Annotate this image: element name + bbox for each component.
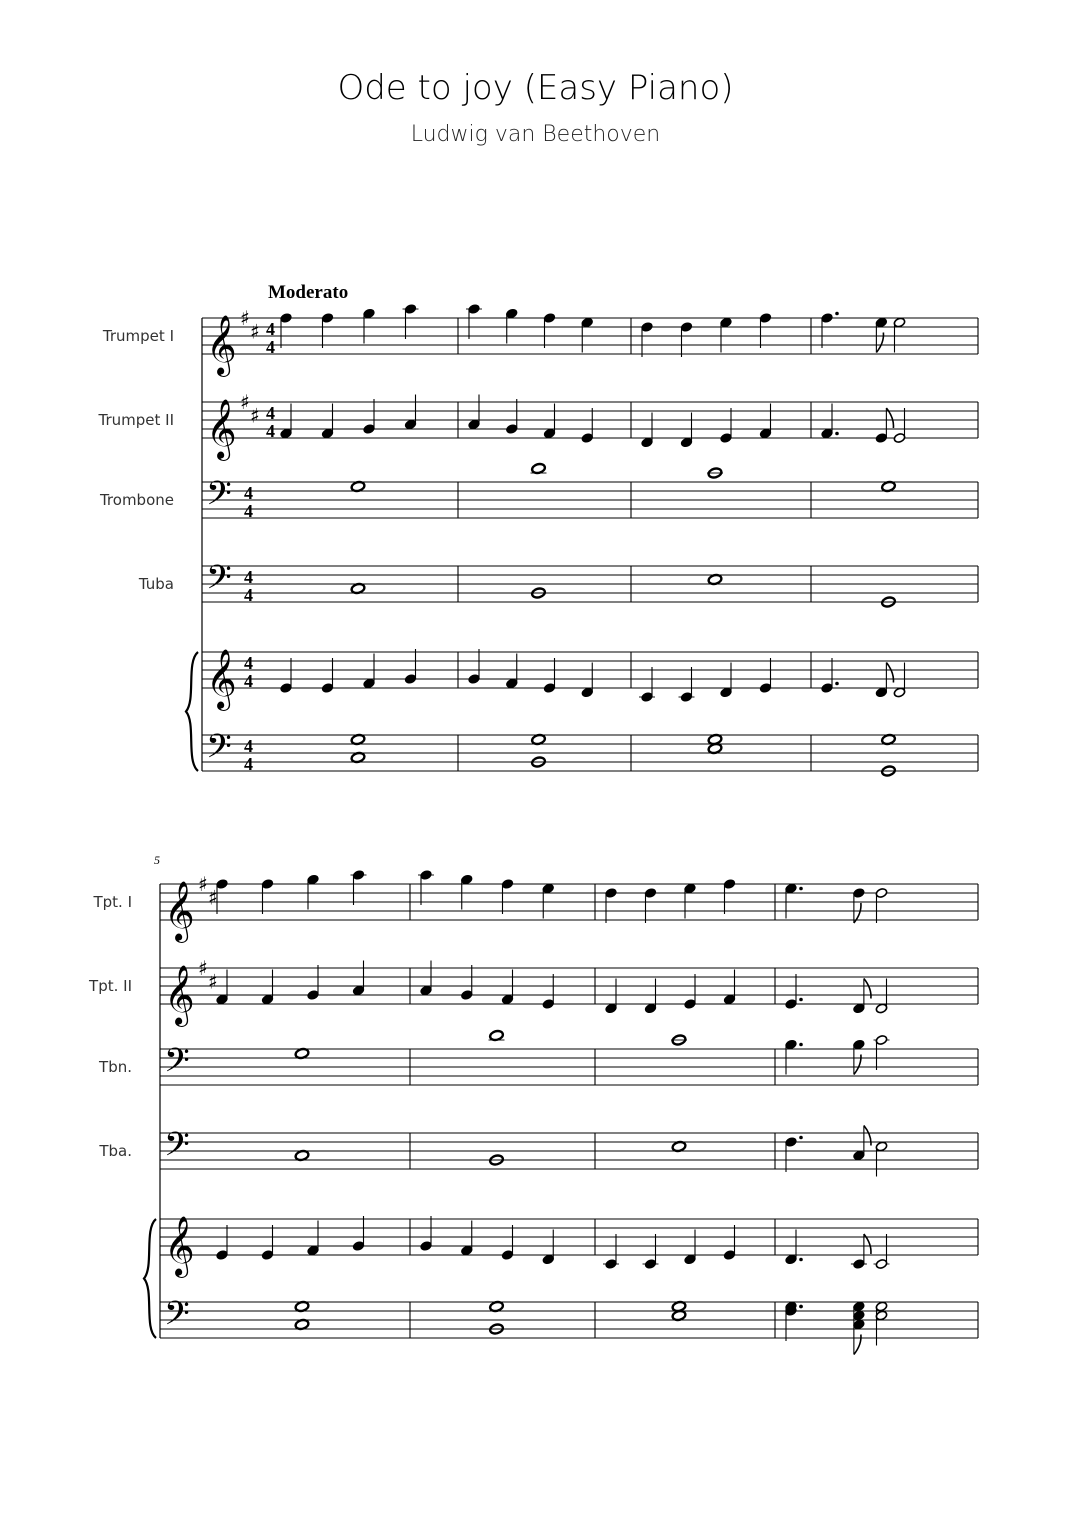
note [875, 887, 888, 923]
note-head [821, 428, 834, 439]
bass-clef-icon: 𝄢 [164, 1126, 190, 1172]
note [505, 654, 518, 690]
note-head [280, 312, 293, 323]
sharp-icon: ♯ [198, 956, 208, 980]
note-head [853, 1319, 866, 1330]
note-head [542, 1254, 555, 1265]
note [501, 1225, 514, 1261]
note-flag [886, 663, 893, 683]
note-head [759, 428, 772, 439]
note [505, 399, 518, 435]
note [875, 317, 888, 353]
note-flag [876, 333, 883, 353]
note-head [543, 312, 556, 323]
note-head [785, 1136, 798, 1147]
note [216, 1225, 229, 1261]
note [853, 979, 871, 1015]
note-head [501, 994, 514, 1005]
note-head [261, 878, 274, 889]
note-head [853, 1150, 866, 1161]
note-head [321, 682, 334, 693]
note [723, 970, 736, 1006]
note [875, 1141, 888, 1177]
note [893, 408, 906, 444]
note [684, 883, 697, 919]
note [531, 734, 546, 768]
time-signature-top: 4 [244, 567, 253, 587]
note-flag [864, 1126, 871, 1146]
sharp-icon: ♯ [240, 306, 250, 330]
note-head [644, 887, 657, 898]
note-head [605, 887, 618, 898]
dot [799, 887, 803, 891]
note-head [875, 317, 888, 328]
note-head [460, 1245, 473, 1256]
note-head [216, 1249, 229, 1260]
note [893, 663, 906, 699]
treble-clef-icon: 𝄞 [206, 649, 237, 709]
note [603, 1234, 619, 1270]
note [684, 974, 697, 1010]
note-head [468, 303, 481, 314]
note [420, 1216, 433, 1252]
note [581, 408, 594, 444]
note-head [720, 317, 733, 328]
note-head [501, 878, 514, 889]
note-head [785, 1039, 798, 1050]
note [295, 1301, 310, 1331]
staff-trumpet-ii [98, 390, 979, 461]
staff-piano-upper [202, 649, 978, 711]
note [363, 399, 376, 435]
note [363, 308, 376, 344]
note-head [261, 1249, 274, 1260]
note [605, 887, 618, 923]
note-head [404, 419, 417, 430]
time-signature-top: 4 [244, 653, 253, 673]
note [420, 961, 433, 997]
note [759, 404, 772, 440]
note-head [505, 678, 518, 689]
note [644, 887, 657, 923]
note [875, 979, 888, 1015]
note-head [723, 1249, 736, 1260]
time-signature-top: 4 [244, 483, 253, 503]
bass-clef-icon: 𝄢 [206, 559, 232, 605]
note-head [875, 887, 888, 898]
note-head [505, 423, 518, 434]
dot [835, 312, 839, 316]
note-head [893, 432, 906, 443]
note-head [261, 994, 274, 1005]
note-head [875, 1258, 888, 1269]
instrument-label: Tuba [138, 575, 174, 593]
instrument-label: Trumpet I [102, 327, 174, 345]
note-head [785, 1254, 798, 1265]
staff-piano-upper [160, 1216, 978, 1278]
note [680, 321, 693, 357]
note [460, 965, 473, 1001]
note-head [641, 321, 654, 332]
note [821, 312, 839, 348]
note-head [363, 308, 376, 319]
note-head [404, 673, 417, 684]
note-head [605, 1258, 618, 1269]
note-flag [854, 1335, 861, 1355]
treble-clef-icon: 𝄞 [206, 399, 237, 459]
note-head [321, 312, 334, 323]
note-head [785, 998, 798, 1009]
treble-clef-icon: 𝄞 [164, 965, 195, 1025]
sharp-icon: ♯ [250, 403, 260, 428]
sharp-icon: ♯ [250, 319, 260, 344]
note-head [420, 985, 433, 996]
note-head [853, 1301, 866, 1312]
note [874, 1234, 890, 1270]
note-head [853, 1258, 866, 1269]
dot [799, 1258, 803, 1262]
note-head [680, 437, 693, 448]
dot [835, 432, 839, 436]
note-head [644, 1258, 657, 1269]
note-head [543, 682, 556, 693]
instrument-label: Tpt. I [93, 893, 132, 911]
note [672, 1301, 687, 1322]
note-head [460, 989, 473, 1000]
note-head [684, 1254, 697, 1265]
note-head [875, 1301, 888, 1312]
instrument-label: Trumpet II [98, 411, 174, 429]
note-head [321, 428, 334, 439]
note [531, 463, 547, 475]
measure-number: 5 [154, 853, 160, 867]
bass-clef-icon: 𝄢 [164, 1042, 190, 1088]
note [543, 658, 556, 694]
note [280, 312, 293, 348]
note-head [420, 1240, 433, 1251]
note [893, 317, 906, 353]
time-signature-top: 4 [266, 319, 275, 339]
note [460, 874, 473, 910]
composer-name: Ludwig van Beethoven [410, 122, 661, 147]
note [460, 1221, 473, 1257]
note [307, 965, 320, 1001]
time-signature-bottom: 4 [244, 754, 253, 774]
note-head [581, 317, 594, 328]
staff-trumpet-ii [88, 956, 978, 1027]
note [542, 974, 555, 1010]
note-head [875, 1141, 888, 1152]
note [307, 874, 320, 910]
note-head [460, 874, 473, 885]
system-1 [98, 282, 979, 777]
note [581, 663, 594, 699]
note [280, 404, 293, 440]
note-head [505, 308, 518, 319]
note [543, 404, 556, 440]
note-head [404, 303, 417, 314]
note [605, 979, 618, 1015]
note-head [543, 428, 556, 439]
treble-clef-icon: 𝄞 [164, 1216, 195, 1276]
note-head [821, 682, 834, 693]
dot [799, 1136, 803, 1140]
note [261, 1225, 274, 1261]
note [723, 1225, 736, 1261]
note [505, 308, 518, 344]
note [644, 979, 657, 1015]
note [404, 649, 417, 685]
note [261, 878, 274, 914]
note [466, 303, 482, 339]
note-head [875, 1003, 888, 1014]
instrument-label: Trombone [99, 491, 174, 509]
note [542, 883, 555, 919]
note [543, 312, 556, 348]
sharp-icon: ♯ [208, 885, 218, 910]
note-head [853, 887, 866, 898]
instrument-label: Tpt. II [89, 977, 132, 995]
note [542, 1230, 555, 1266]
note [853, 1039, 866, 1075]
note [785, 1039, 803, 1075]
note [720, 408, 733, 444]
treble-clef-icon: 𝄞 [206, 315, 237, 375]
note-head [853, 1310, 866, 1321]
time-signature-bottom: 4 [266, 337, 275, 357]
note-head [468, 419, 481, 430]
note-head [352, 1240, 365, 1251]
note [280, 658, 293, 694]
time-signature-bottom: 4 [244, 501, 253, 521]
bass-clef-icon: 𝄢 [164, 1295, 190, 1341]
time-signature-bottom: 4 [244, 585, 253, 605]
note-head [501, 1249, 514, 1260]
instrument-label: Tbn. [99, 1058, 132, 1076]
note-head [853, 1039, 866, 1050]
note [489, 1030, 505, 1042]
note [821, 404, 839, 440]
note [468, 395, 481, 431]
note [307, 1221, 320, 1257]
sharp-icon: ♯ [240, 390, 250, 414]
time-signature-bottom: 4 [266, 421, 275, 441]
note [321, 404, 334, 440]
note-head [352, 985, 365, 996]
note [261, 970, 274, 1006]
note-head [641, 437, 654, 448]
time-signature-top: 4 [266, 403, 275, 423]
note-head [875, 1310, 888, 1321]
note [501, 970, 514, 1006]
note [641, 321, 654, 357]
note-head [821, 312, 834, 323]
staff-tuba [98, 1126, 978, 1177]
system-2 [88, 853, 978, 1355]
note-head [307, 1245, 320, 1256]
note [785, 883, 803, 919]
note [720, 317, 733, 353]
note-head [684, 998, 697, 1009]
dot [799, 1305, 803, 1309]
note [759, 312, 772, 348]
note-head [723, 994, 736, 1005]
note [639, 667, 655, 703]
dot [835, 682, 839, 686]
note [853, 887, 866, 923]
dot [799, 998, 803, 1002]
note-head [641, 691, 654, 702]
note [785, 1230, 803, 1266]
note [321, 312, 334, 348]
note [684, 1230, 697, 1266]
note-head [680, 321, 693, 332]
note [853, 1126, 871, 1162]
note-head [853, 1003, 866, 1014]
note [720, 663, 733, 699]
note-head [542, 998, 555, 1009]
note [881, 734, 896, 777]
note [581, 317, 594, 353]
note [875, 1301, 888, 1346]
note-head [542, 883, 555, 894]
time-signature-bottom: 4 [244, 671, 253, 691]
note-head [644, 1003, 657, 1014]
note-head [759, 682, 772, 693]
note-head [759, 312, 772, 323]
note-head [280, 682, 293, 693]
note [363, 654, 376, 690]
note [404, 395, 417, 431]
dot [799, 1043, 803, 1047]
note [501, 878, 514, 914]
staff-piano-lower [202, 728, 978, 777]
note [418, 869, 434, 905]
note [759, 658, 772, 694]
time-signature-top: 4 [244, 736, 253, 756]
note-head [720, 687, 733, 698]
note-head [875, 1034, 888, 1045]
sharp-icon: ♯ [208, 969, 218, 994]
note [708, 734, 723, 755]
note [679, 667, 695, 703]
instrument-label: Tba. [99, 1142, 132, 1160]
bass-clef-icon: 𝄢 [206, 475, 232, 521]
note-head [893, 317, 906, 328]
note [403, 303, 419, 339]
staff-trumpet-i [92, 869, 978, 943]
note [352, 1216, 365, 1252]
note-head [420, 869, 433, 880]
note-head [680, 691, 693, 702]
note [853, 1301, 866, 1355]
staff-trombone [98, 1030, 978, 1088]
note-head [875, 432, 888, 443]
note-head [893, 687, 906, 698]
note-head [280, 428, 293, 439]
note-head [363, 423, 376, 434]
tempo-marking: Moderato [268, 282, 349, 303]
note-head [720, 432, 733, 443]
note [321, 658, 334, 694]
note [707, 467, 723, 479]
note-head [352, 869, 365, 880]
note-head [875, 687, 888, 698]
note [851, 1234, 871, 1270]
note [641, 413, 654, 449]
note-head [363, 678, 376, 689]
note-head [581, 687, 594, 698]
note-head [307, 989, 320, 1000]
piano-brace [144, 1219, 156, 1338]
note-flag [854, 1055, 861, 1075]
note [468, 649, 481, 685]
note [874, 1034, 890, 1070]
note [352, 961, 365, 997]
note-flag [864, 979, 871, 999]
note [351, 869, 367, 905]
bass-clef-icon: 𝄢 [206, 728, 232, 774]
note [785, 1136, 803, 1172]
note-head [723, 878, 736, 889]
note-head [684, 883, 697, 894]
staff-tuba [138, 559, 978, 608]
note [680, 413, 693, 449]
piano-brace [186, 652, 198, 771]
staff-piano-lower [160, 1295, 978, 1355]
note-head [307, 874, 320, 885]
note-head [581, 432, 594, 443]
note [351, 734, 366, 764]
note [489, 1301, 504, 1335]
note-head [468, 673, 481, 684]
note [875, 663, 893, 699]
score-title: Ode to joy (Easy Piano) [337, 68, 734, 108]
note [671, 1034, 687, 1046]
note-head [605, 1003, 618, 1014]
note [643, 1234, 659, 1270]
note [785, 1301, 803, 1341]
note-head [785, 883, 798, 894]
staff-trumpet-i [102, 303, 978, 377]
treble-clef-icon: 𝄞 [164, 881, 195, 941]
note-head [216, 994, 229, 1005]
sharp-icon: ♯ [198, 872, 208, 896]
note [723, 878, 736, 914]
staff-trombone [99, 463, 978, 521]
